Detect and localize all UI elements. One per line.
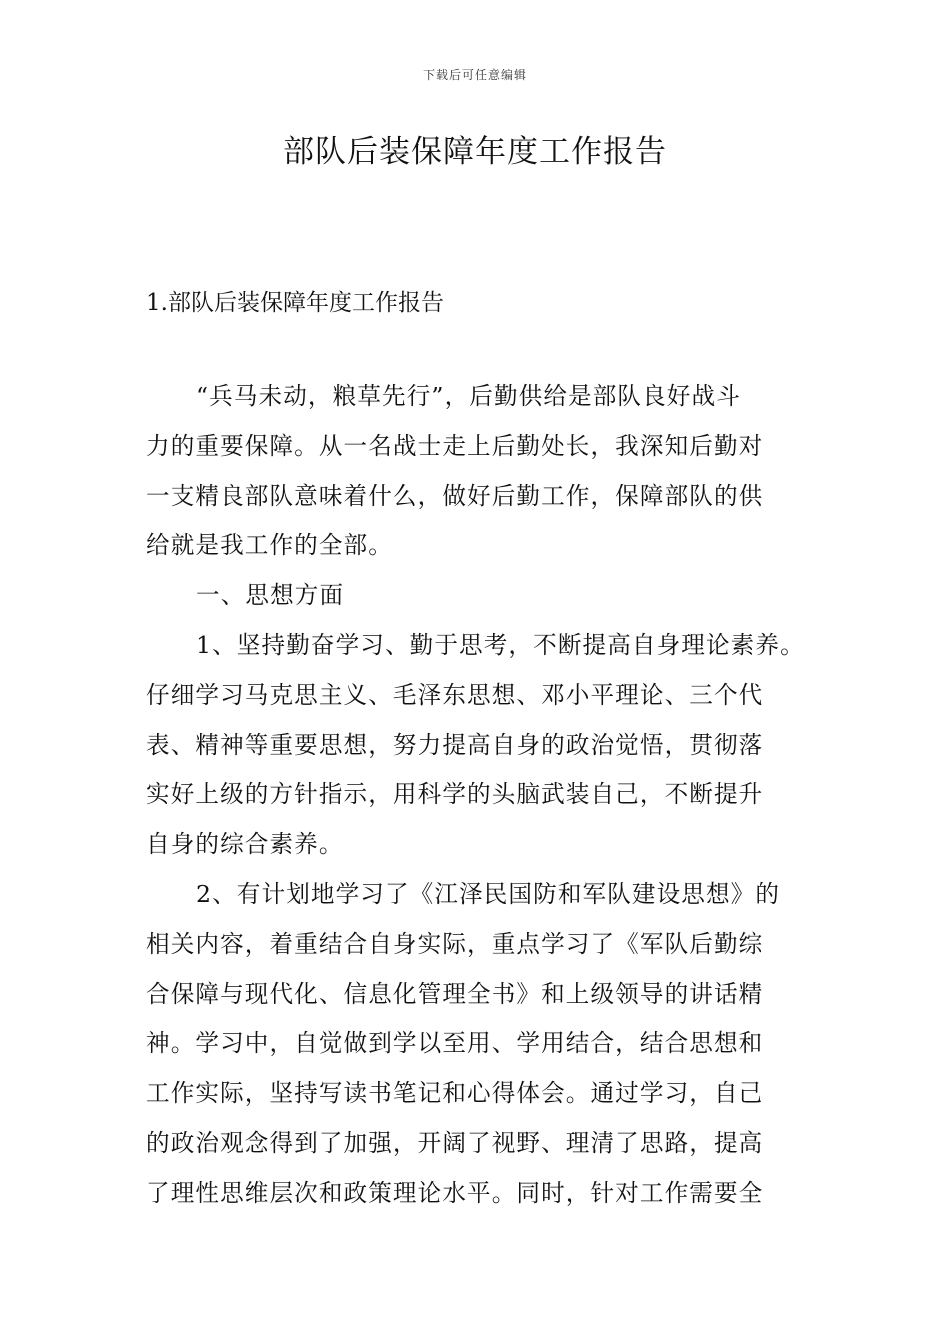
- page-header-note: 下载后可任意编辑: [422, 68, 527, 82]
- paragraph-line: 力的重要保障。从一名战士走上后勤处长，我深知后勤对: [146, 431, 764, 460]
- paragraph-line: 的政治观念得到了加强，开阔了视野、理清了思路，提高: [146, 1128, 764, 1157]
- paragraph-line: 实好上级的方针指示，用科学的头脑武装自己，不断提升: [146, 780, 764, 809]
- paragraph-line: 一支精良部队意味着什么，做好后勤工作，保障部队的供: [146, 481, 764, 510]
- paragraph-line: 合保障与现代化、信息化管理全书》和上级领导的讲话精: [146, 979, 764, 1008]
- paragraph-line: 2、有计划地学习了《江泽民国防和军队建设思想》的: [196, 879, 781, 908]
- paragraph-line: 给就是我工作的全部。: [146, 531, 393, 560]
- paragraph-line: 仔细学习马克思主义、毛泽东思想、邓小平理论、三个代: [146, 680, 764, 709]
- paragraph-line: 1、坚持勤奋学习、勤于思考，不断提高自身理论素养。: [196, 630, 805, 659]
- subsection-heading: 一、思想方面: [196, 581, 345, 610]
- paragraph-line: 神。学习中，自觉做到学以至用、学用结合，结合思想和: [146, 1029, 764, 1058]
- paragraph-line: 表、精神等重要思想，努力提高自身的政治觉悟，贯彻落: [146, 730, 764, 759]
- paragraph-line: 自身的综合素养。: [146, 830, 344, 859]
- body-text: [146, 372, 816, 1219]
- paragraph-line: 相关内容，着重结合自身实际，重点学习了《军队后勤综: [146, 929, 764, 958]
- paragraph-line: “兵马未动，粮草先行”，后勤供给是部队良好战斗: [196, 382, 741, 410]
- section-heading: 1.部队后装保障年度工作报告: [146, 290, 444, 316]
- paragraph-line: 工作实际，坚持写读书笔记和心得体会。通过学习，自己: [146, 1079, 764, 1108]
- document-title: 部队后装保障年度工作报告: [283, 134, 667, 170]
- paragraph-line: 了理性思维层次和政策理论水平。同时，针对工作需要全: [146, 1178, 764, 1207]
